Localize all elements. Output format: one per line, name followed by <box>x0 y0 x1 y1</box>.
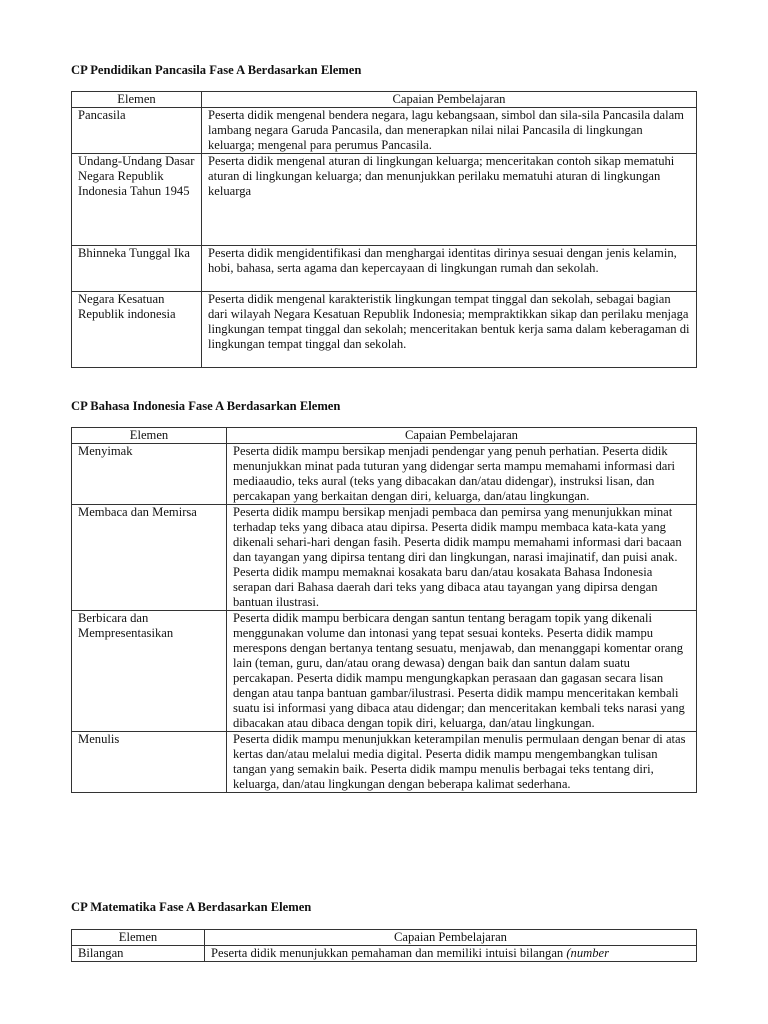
cell-capaian <box>205 946 697 962</box>
cell-elemen: Membaca dan Memirsa <box>72 505 227 611</box>
table-row <box>72 292 697 368</box>
table-header-row <box>72 428 697 444</box>
table-row <box>72 505 697 611</box>
cell-capaian: Peserta didik mampu berbicara dengan santun tentang beragam topik yang dikenali menggunakan volume dan intonasi yang tepat sesuai konteks. Peserta didik mampu merespons dengan bertanya tentang sesuatu, menjawab, dan menanggapi komentar orang lain (teman, guru, dan/atau orang dewasa) dengan baik dan santun dalam suatu percakapan. Peserta didik mampu mengungkapkan perasaan dan gagasan secara lisan dengan atau tanpa bantuan gambar/ilustrasi. Peserta didik mampu menceritakan kembali suatu isi informasi yang dibaca atau didengar; dan menceritakan kembali teks narasi yang dibacakan atau dibaca dengan topik diri, keluarga, dan/atau lingkungan. <box>227 611 697 732</box>
header-elemen: Elemen <box>72 92 202 108</box>
cell-capaian: Peserta didik mengenal aturan di lingkungan keluarga; menceritakan contoh sikap mematuhi aturan di lingkungan keluarga; dan menunjukkan perilaku mematuhi aturan di lingkungan keluarga <box>202 154 697 246</box>
cell-capaian-italic: (number <box>566 946 610 960</box>
table-header-row <box>72 92 697 108</box>
cell-elemen: Berbicara dan Mempresentasikan <box>72 611 227 732</box>
cell-capaian: Peserta didik mampu bersikap menjadi pembaca dan pemirsa yang menunjukkan minat terhadap teks yang dibaca atau dipirsa. Peserta didik mampu membaca kata-kata yang dikenali sehari-hari dengan fasih. Peserta didik mampu memahami informasi dari bacaan dan tayangan yang dipirsa tentang diri dan lingkungan, narasi imajinatif, dan puisi anak. Peserta didik mampu memaknai kosakata baru dan/atau kosakata Bahasa Indonesia serapan dari Bahasa daerah dari teks yang dibaca atau tayangan yang dipirsa dengan bantuan ilustrasi. <box>227 505 697 611</box>
table-matematika <box>71 929 697 962</box>
cell-capaian: Peserta didik mengenal karakteristik lingkungan tempat tinggal dan sekolah, sebagai bagian dari wilayah Negara Kesatuan Republik Indonesia; mempraktikkan sikap dan perilaku menjaga lingkungan tempat tinggal dan sekolah; menceritakan bentuk kerja sama dalam keberagaman di lingkungan tempat tinggal dan sekolah. <box>202 292 697 368</box>
cell-elemen: Bhinneka Tunggal Ika <box>72 246 202 292</box>
section-title-pancasila: CP Pendidikan Pancasila Fase A Berdasarkan Elemen <box>71 63 362 77</box>
header-elemen: Elemen <box>72 930 205 946</box>
table-row <box>72 108 697 154</box>
cell-capaian: Peserta didik mengidentifikasi dan menghargai identitas dirinya sesuai dengan jenis kelamin, hobi, bahasa, serta agama dan kepercayaan di lingkungan rumah dan sekolah. <box>202 246 697 292</box>
table-row <box>72 611 697 732</box>
header-capaian: Capaian Pembelajaran <box>202 92 697 108</box>
cell-elemen: Bilangan <box>72 946 205 962</box>
table-row <box>72 732 697 793</box>
section-title-matematika: CP Matematika Fase A Berdasarkan Elemen <box>71 900 312 914</box>
section-title-bahasa-indonesia: CP Bahasa Indonesia Fase A Berdasarkan Elemen <box>71 399 341 413</box>
table-row <box>72 246 697 292</box>
table-row <box>72 154 697 246</box>
cell-capaian: Peserta didik mampu menunjukkan keterampilan menulis permulaan dengan benar di atas kertas dan/atau melalui media digital. Peserta didik mampu mengembangkan tulisan tangan yang semakin baik. Peserta didik mampu menulis berbagai teks tentang diri, keluarga, dan/atau lingkungan dengan beberapa kalimat sederhana. <box>227 732 697 793</box>
table-row <box>72 444 697 505</box>
table-pancasila <box>71 91 697 368</box>
cell-elemen: Menyimak <box>72 444 227 505</box>
header-capaian: Capaian Pembelajaran <box>227 428 697 444</box>
cell-elemen: Undang-Undang Dasar Negara Republik Indonesia Tahun 1945 <box>72 154 202 246</box>
cell-elemen: Menulis <box>72 732 227 793</box>
cell-capaian: Peserta didik mengenal bendera negara, lagu kebangsaan, simbol dan sila-sila Pancasila dalam lambang negara Garuda Pancasila, dan menerapkan nilai nilai Pancasila di lingkungan keluarga; mengenal para perumus Pancasila. <box>202 108 697 154</box>
cell-capaian: Peserta didik mampu bersikap menjadi pendengar yang penuh perhatian. Peserta didik menunjukkan minat pada tuturan yang didengar serta mampu memahami informasi dari mediaaudio, teks aural (teks yang dibacakan dan/atau didengar), instruksi lisan, dan percakapan yang berkaitan dengan diri, keluarga, dan/atau lingkungan. <box>227 444 697 505</box>
cell-capaian-text: Peserta didik menunjukkan pemahaman dan memiliki intuisi bilangan <box>211 946 567 960</box>
header-capaian: Capaian Pembelajaran <box>205 930 697 946</box>
header-elemen: Elemen <box>72 428 227 444</box>
cell-elemen: Negara Kesatuan Republik indonesia <box>72 292 202 368</box>
table-row <box>72 946 697 962</box>
cell-elemen: Pancasila <box>72 108 202 154</box>
table-header-row <box>72 930 697 946</box>
table-bahasa-indonesia <box>71 427 697 793</box>
